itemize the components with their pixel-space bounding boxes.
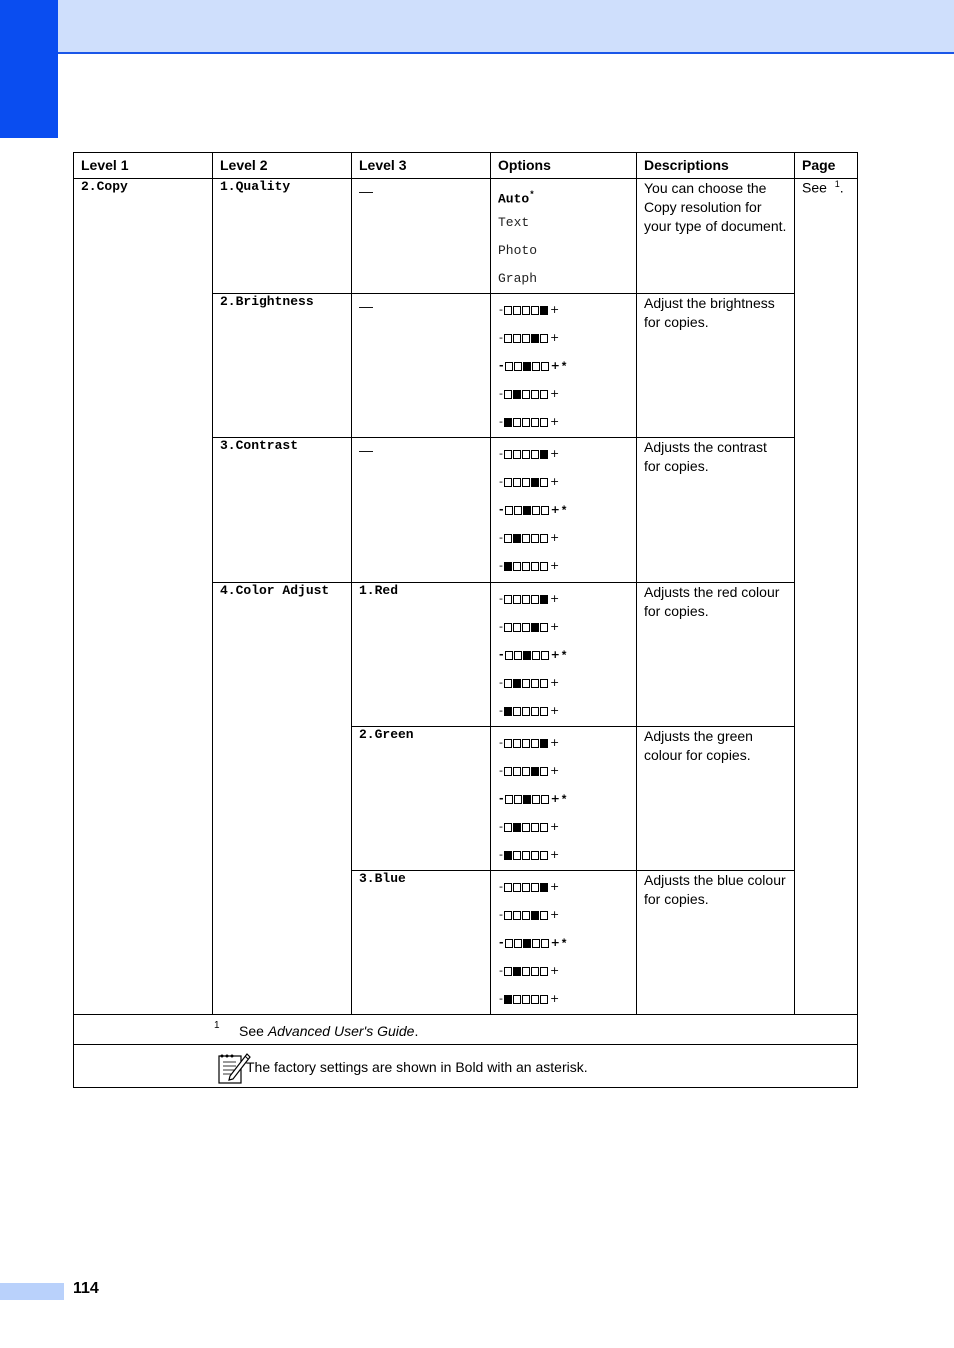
option	[498, 813, 629, 841]
level-marker-empty	[513, 739, 521, 748]
level-marker-empty	[540, 418, 548, 427]
minus-sign: -	[499, 303, 503, 316]
plus-sign: +	[549, 992, 560, 1005]
option	[498, 408, 629, 436]
option	[498, 729, 629, 757]
level-marker-empty	[531, 967, 539, 976]
level-marker-filled	[540, 739, 548, 748]
options-cell	[491, 871, 637, 1015]
plus-sign: +	[549, 704, 560, 717]
level-marker-empty	[531, 883, 539, 892]
minus-sign: -	[499, 964, 503, 977]
level2-cell: 3.Contrast	[213, 438, 352, 583]
level-marker-empty	[522, 679, 530, 688]
level-marker-empty	[513, 418, 521, 427]
level-marker-empty	[513, 595, 521, 604]
level-marker-filled	[523, 795, 531, 804]
level-marker-empty	[505, 362, 513, 371]
level-marker-empty	[541, 939, 549, 948]
level-marker-empty	[504, 679, 512, 688]
minus-sign: -	[499, 704, 503, 717]
minus-sign: -	[499, 331, 503, 344]
options-cell	[491, 438, 637, 583]
level-marker-empty	[522, 911, 530, 920]
level-marker-empty	[514, 651, 522, 660]
level-marker-filled	[531, 334, 539, 343]
scale-options	[498, 294, 629, 436]
option	[498, 380, 629, 408]
level-marker-empty	[522, 995, 530, 1004]
minus-sign: -	[499, 475, 503, 488]
settings-table	[73, 152, 858, 1088]
plus-sign: +	[550, 792, 560, 805]
level-marker-empty	[540, 478, 548, 487]
footer-band	[0, 1283, 64, 1300]
level-marker-empty	[532, 795, 540, 804]
level-marker-empty	[540, 390, 548, 399]
option	[498, 901, 629, 929]
level-marker-empty	[531, 679, 539, 688]
col-header: Page	[795, 153, 858, 179]
option: Graph	[498, 271, 538, 286]
plus-sign: +	[549, 447, 560, 460]
level-marker-filled	[513, 967, 521, 976]
minus-sign: -	[499, 648, 504, 661]
option-default: Auto*	[498, 190, 535, 207]
plus-sign: +	[549, 736, 560, 749]
description-cell: You can choose the Copy resolution for your type of document.	[637, 179, 795, 294]
plus-sign: +	[550, 648, 560, 661]
level-marker-empty	[504, 534, 512, 543]
table-row	[74, 179, 858, 294]
minus-sign: -	[499, 880, 503, 893]
footnote-text: See Advanced User's Guide.	[239, 1023, 419, 1039]
level-marker-empty	[513, 562, 521, 571]
default-asterisk: *	[561, 648, 567, 662]
level-marker-filled	[504, 995, 512, 1004]
default-asterisk: *	[561, 792, 567, 806]
option	[498, 296, 629, 324]
description-cell: Adjusts the red colour for copies.	[637, 583, 795, 727]
level-marker-empty	[522, 478, 530, 487]
level-marker-empty	[531, 707, 539, 716]
table-header-row	[74, 153, 858, 179]
option	[498, 697, 629, 725]
level-marker-filled	[531, 767, 539, 776]
minus-sign: -	[499, 503, 504, 516]
level-marker-empty	[513, 911, 521, 920]
level-marker-filled	[513, 823, 521, 832]
level-marker-empty	[513, 450, 521, 459]
options-cell	[491, 583, 637, 727]
level-marker-empty	[504, 911, 512, 920]
level2-cell: 2.Brightness	[213, 294, 352, 438]
level-marker-empty	[522, 883, 530, 892]
default-asterisk: *	[561, 359, 567, 373]
level-marker-filled	[540, 306, 548, 315]
level-marker-empty	[531, 595, 539, 604]
col-header: Level 1	[74, 153, 213, 179]
level-marker-empty	[540, 534, 548, 543]
plus-sign: +	[549, 475, 560, 488]
level-marker-empty	[532, 506, 540, 515]
level-marker-empty	[522, 851, 530, 860]
note-row	[74, 1045, 858, 1088]
level-marker-filled	[504, 707, 512, 716]
minus-sign: -	[499, 848, 503, 861]
note-text: The factory settings are shown in Bold with an asterisk.	[246, 1059, 588, 1075]
col-header: Options	[491, 153, 637, 179]
level-marker-filled	[523, 939, 531, 948]
description-cell: Adjusts the contrast for copies.	[637, 438, 795, 583]
plus-sign: +	[549, 387, 560, 400]
level-marker-filled	[523, 651, 531, 660]
minus-sign: -	[499, 792, 504, 805]
level-marker-filled	[540, 595, 548, 604]
minus-sign: -	[499, 592, 503, 605]
level-marker-empty	[513, 851, 521, 860]
level-marker-empty	[532, 651, 540, 660]
plus-sign: +	[549, 764, 560, 777]
level-marker-empty	[513, 623, 521, 632]
level-marker-empty	[522, 534, 530, 543]
option	[498, 524, 629, 552]
option-default	[498, 929, 629, 957]
option	[498, 757, 629, 785]
minus-sign: -	[499, 676, 503, 689]
description-cell: Adjusts the blue colour for copies.	[637, 871, 795, 1015]
level-marker-empty	[522, 767, 530, 776]
option	[498, 985, 629, 1013]
level-marker-empty	[541, 362, 549, 371]
level-marker-empty	[531, 450, 539, 459]
plus-sign: +	[549, 331, 560, 344]
level-marker-empty	[540, 967, 548, 976]
level-marker-empty	[522, 707, 530, 716]
level-marker-empty	[531, 851, 539, 860]
level-marker-empty	[522, 562, 530, 571]
minus-sign: -	[499, 992, 503, 1005]
level-marker-empty	[522, 450, 530, 459]
plus-sign: +	[549, 620, 560, 633]
level-marker-filled	[513, 390, 521, 399]
plus-sign: +	[549, 531, 560, 544]
minus-sign: -	[499, 447, 503, 460]
chapter-tab	[0, 0, 58, 138]
options-cell	[491, 294, 637, 438]
level-marker-empty	[504, 450, 512, 459]
level-marker-empty	[504, 739, 512, 748]
option	[498, 324, 629, 352]
level-marker-empty	[513, 334, 521, 343]
level-marker-empty	[505, 651, 513, 660]
level-marker-filled	[523, 506, 531, 515]
level-marker-empty	[532, 939, 540, 948]
level-marker-empty	[540, 911, 548, 920]
minus-sign: -	[499, 620, 503, 633]
level-marker-empty	[531, 306, 539, 315]
footnote-number: 1	[214, 1020, 220, 1031]
level-marker-filled	[504, 562, 512, 571]
footnote-row	[74, 1015, 858, 1045]
option: Photo	[498, 243, 538, 258]
minus-sign: -	[499, 936, 504, 949]
level-marker-empty	[531, 995, 539, 1004]
level-marker-filled	[531, 911, 539, 920]
plus-sign: +	[550, 936, 560, 949]
minus-sign: -	[499, 764, 503, 777]
col-header: Descriptions	[637, 153, 795, 179]
level-marker-empty	[541, 795, 549, 804]
scale-options	[498, 727, 629, 869]
plus-sign: +	[550, 359, 560, 372]
level-marker-empty	[531, 823, 539, 832]
plus-sign: +	[549, 676, 560, 689]
level3-cell: 1.Red	[352, 583, 491, 727]
level-marker-empty	[540, 623, 548, 632]
option	[498, 585, 629, 613]
plus-sign: +	[549, 592, 560, 605]
scale-options	[498, 583, 629, 725]
level-marker-empty	[514, 795, 522, 804]
header-band	[58, 0, 954, 54]
col-header: Level 2	[213, 153, 352, 179]
plus-sign: +	[549, 964, 560, 977]
option	[498, 613, 629, 641]
level-marker-empty	[531, 534, 539, 543]
level-marker-empty	[513, 707, 521, 716]
plus-sign: +	[549, 880, 560, 893]
option	[498, 552, 629, 580]
minus-sign: -	[499, 387, 503, 400]
option-default	[498, 496, 629, 524]
level-marker-empty	[504, 595, 512, 604]
level-marker-empty	[522, 418, 530, 427]
level-marker-filled	[540, 450, 548, 459]
level-marker-empty	[540, 334, 548, 343]
scale-options	[498, 438, 629, 580]
option	[498, 873, 629, 901]
option	[498, 468, 629, 496]
minus-sign: -	[499, 531, 503, 544]
plus-sign: +	[549, 559, 560, 572]
default-asterisk: *	[561, 936, 567, 950]
level-marker-empty	[514, 506, 522, 515]
level-marker-empty	[513, 306, 521, 315]
level-marker-empty	[504, 883, 512, 892]
level-marker-empty	[541, 651, 549, 660]
level-marker-filled	[513, 534, 521, 543]
level-marker-empty	[513, 883, 521, 892]
level-marker-empty	[504, 334, 512, 343]
level-marker-empty	[540, 851, 548, 860]
level-marker-filled	[504, 851, 512, 860]
level-marker-filled	[531, 623, 539, 632]
level-marker-empty	[505, 795, 513, 804]
scale-options	[498, 871, 629, 1013]
level-marker-empty	[522, 390, 530, 399]
plus-sign: +	[549, 848, 560, 861]
option-default	[498, 785, 629, 813]
option-default	[498, 641, 629, 669]
plus-sign: +	[549, 908, 560, 921]
level-marker-empty	[513, 478, 521, 487]
option-default	[498, 352, 629, 380]
level-marker-empty	[522, 823, 530, 832]
level-marker-empty	[540, 823, 548, 832]
options-cell	[491, 727, 637, 871]
level-marker-filled	[513, 679, 521, 688]
level-marker-empty	[522, 595, 530, 604]
plus-sign: +	[549, 303, 560, 316]
col-header: Level 3	[352, 153, 491, 179]
level3-cell: 3.Blue	[352, 871, 491, 1015]
level3-cell: 2.Green	[352, 727, 491, 871]
minus-sign: -	[499, 415, 503, 428]
level2-cell: 4.Color Adjust	[213, 583, 352, 1015]
level-marker-empty	[531, 562, 539, 571]
level1-cell: 2.Copy	[74, 179, 213, 1015]
level-marker-empty	[504, 478, 512, 487]
level-marker-empty	[531, 418, 539, 427]
level-marker-filled	[504, 418, 512, 427]
plus-sign: +	[550, 503, 560, 516]
level-marker-empty	[513, 995, 521, 1004]
minus-sign: -	[499, 559, 503, 572]
option	[498, 669, 629, 697]
level-marker-filled	[531, 478, 539, 487]
level-marker-empty	[505, 939, 513, 948]
minus-sign: -	[499, 359, 504, 372]
level-marker-empty	[522, 967, 530, 976]
level-marker-empty	[541, 506, 549, 515]
default-asterisk: *	[561, 503, 567, 517]
option	[498, 841, 629, 869]
level-marker-empty	[540, 767, 548, 776]
description-cell: Adjust the brightness for copies.	[637, 294, 795, 438]
level3-cell: —	[352, 438, 491, 583]
level-marker-filled	[540, 883, 548, 892]
level-marker-empty	[531, 390, 539, 399]
level-marker-empty	[531, 739, 539, 748]
level-marker-empty	[540, 707, 548, 716]
description-cell: Adjusts the green colour for copies.	[637, 727, 795, 871]
level-marker-empty	[513, 767, 521, 776]
level2-cell: 1.Quality	[213, 179, 352, 294]
level-marker-empty	[540, 679, 548, 688]
page-cell: See $^1$.	[795, 179, 858, 1015]
level-marker-empty	[532, 362, 540, 371]
level-marker-empty	[540, 562, 548, 571]
minus-sign: -	[499, 908, 503, 921]
level-marker-empty	[504, 767, 512, 776]
level-marker-empty	[514, 939, 522, 948]
level-marker-empty	[540, 995, 548, 1004]
level-marker-empty	[522, 739, 530, 748]
level-marker-empty	[504, 306, 512, 315]
level-marker-filled	[523, 362, 531, 371]
minus-sign: -	[499, 820, 503, 833]
level-marker-empty	[504, 967, 512, 976]
level-marker-empty	[522, 306, 530, 315]
option	[498, 957, 629, 985]
page-number: 114	[73, 1280, 99, 1297]
level-marker-empty	[505, 506, 513, 515]
level-marker-empty	[504, 390, 512, 399]
options-cell	[491, 179, 637, 294]
level-marker-empty	[504, 823, 512, 832]
level-marker-empty	[514, 362, 522, 371]
level-marker-empty	[522, 623, 530, 632]
option: Text	[498, 215, 530, 230]
plus-sign: +	[549, 415, 560, 428]
level3-cell: —	[352, 294, 491, 438]
level-marker-empty	[522, 334, 530, 343]
level-marker-empty	[504, 623, 512, 632]
option	[498, 440, 629, 468]
plus-sign: +	[549, 820, 560, 833]
minus-sign: -	[499, 736, 503, 749]
level3-cell: —	[352, 179, 491, 294]
